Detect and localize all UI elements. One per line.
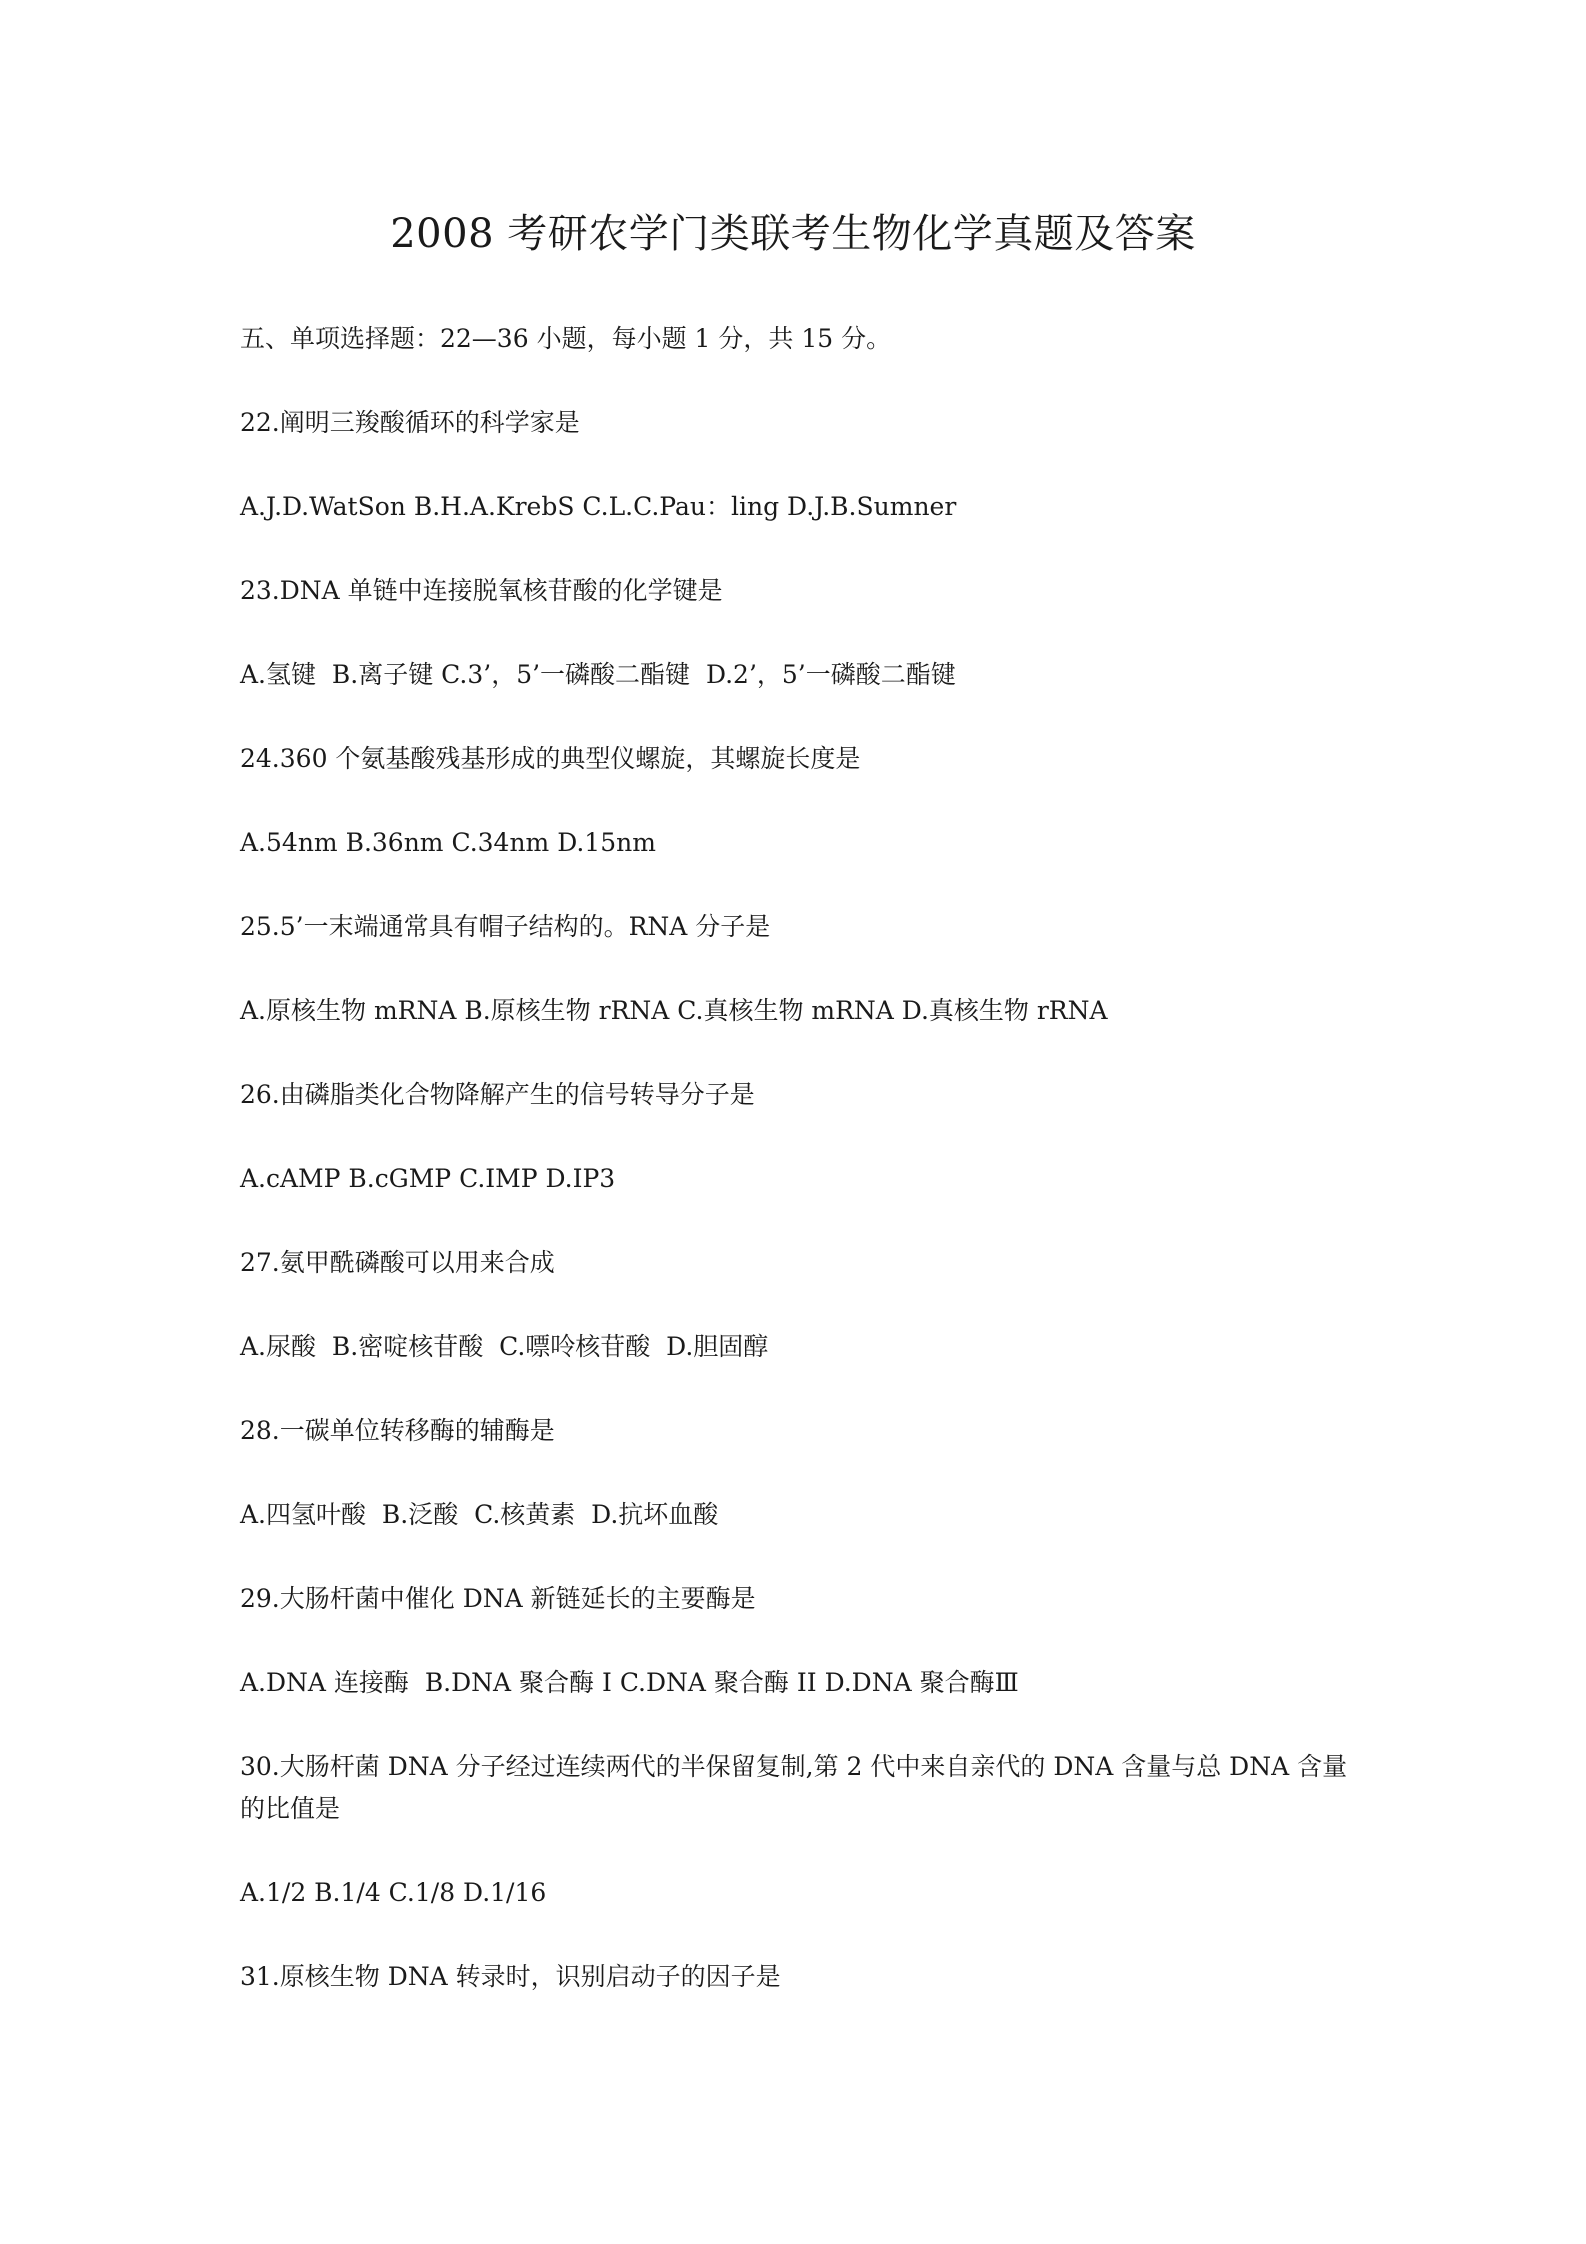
question-30: 30.大肠杆菌 DNA 分子经过连续两代的半保留复制,第 2 代中来自亲代的 DNA 含量与总 DNA 含量的比值是	[240, 1752, 1348, 1823]
question-25: 25.5’一末端通常具有帽子结构的。RNA 分子是	[240, 912, 771, 941]
options-22: A.J.D.WatSon B.H.A.KrebS C.L.C.Pau：ling D.J.B.Sumner	[240, 492, 957, 521]
options-28: A.四氢叶酸 B.泛酸 C.核黄素 D.抗坏血酸	[240, 1500, 719, 1529]
options-26: A.cAMP B.cGMP C.IMP D.IP3	[240, 1164, 616, 1193]
options-27: A.尿酸 B.密啶核苷酸 C.嘌呤核苷酸 D.胆固醇	[240, 1332, 769, 1361]
question-22: 22.阐明三羧酸循环的科学家是	[240, 408, 580, 437]
question-23: 23.DNA 单链中连接脱氧核苷酸的化学键是	[240, 576, 723, 605]
options-29: A.DNA 连接酶 B.DNA 聚合酶 I C.DNA 聚合酶 II D.DNA 聚合酶Ⅲ	[240, 1668, 1019, 1697]
section-heading: 五、单项选择题：22—36 小题，每小题 1 分，共 15 分。	[240, 324, 892, 353]
page-title: 2008 考研农学门类联考生物化学真题及答案	[390, 211, 1196, 257]
question-29: 29.大肠杆菌中催化 DNA 新链延长的主要酶是	[240, 1584, 756, 1613]
options-25: A.原核生物 mRNA B.原核生物 rRNA C.真核生物 mRNA D.真核生物 rRNA	[240, 996, 1108, 1025]
options-23: A.氢键 B.离子键 C.3’，5’一磷酸二酯键 D.2’，5’一磷酸二酯键	[240, 660, 956, 689]
question-26: 26.由磷脂类化合物降解产生的信号转导分子是	[240, 1080, 755, 1109]
question-24: 24.360 个氨基酸残基形成的典型仪螺旋，其螺旋长度是	[240, 744, 861, 773]
question-28: 28.一碳单位转移酶的辅酶是	[240, 1416, 555, 1445]
question-list	[240, 318, 1350, 2040]
options-30: A.1/2 B.1/4 C.1/8 D.1/16	[240, 1878, 547, 1907]
options-24: A.54nm B.36nm C.34nm D.15nm	[240, 828, 656, 857]
question-27: 27.氨甲酰磷酸可以用来合成	[240, 1248, 555, 1277]
question-31: 31.原核生物 DNA 转录时，识别启动子的因子是	[240, 1962, 781, 1991]
